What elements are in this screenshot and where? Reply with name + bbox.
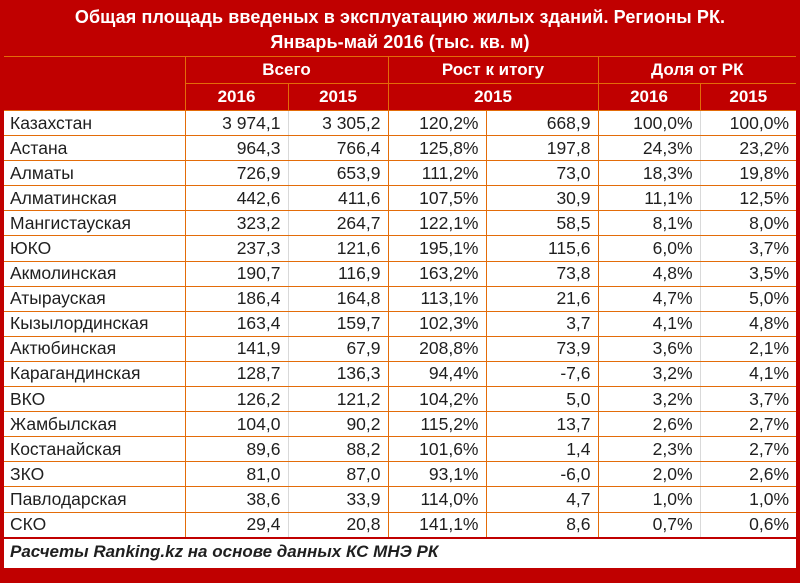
value-cell: 208,8% bbox=[388, 336, 486, 361]
value-cell: 113,1% bbox=[388, 286, 486, 311]
year-header-share-2016: 2016 bbox=[598, 84, 700, 111]
page-title bbox=[4, 4, 796, 56]
value-cell: 111,2% bbox=[388, 161, 486, 186]
region-cell: Алматы bbox=[4, 161, 185, 186]
value-cell: 0,7% bbox=[598, 512, 700, 538]
value-cell: 102,3% bbox=[388, 311, 486, 336]
value-cell: 766,4 bbox=[288, 136, 388, 161]
value-cell: 3,5% bbox=[700, 261, 796, 286]
source-row bbox=[4, 538, 796, 569]
region-cell: Актюбинская bbox=[4, 336, 185, 361]
region-cell: СКО bbox=[4, 512, 185, 538]
group-header-total: Всего bbox=[185, 57, 388, 84]
value-cell: 3,7% bbox=[700, 387, 796, 412]
value-cell: 3,6% bbox=[598, 336, 700, 361]
value-cell: 3,2% bbox=[598, 361, 700, 386]
value-cell: 3,2% bbox=[598, 387, 700, 412]
value-cell: 726,9 bbox=[185, 161, 288, 186]
table-row bbox=[4, 512, 796, 538]
region-cell: Жамбылская bbox=[4, 412, 185, 437]
value-cell: 29,4 bbox=[185, 512, 288, 538]
value-cell: 114,0% bbox=[388, 487, 486, 512]
table-row bbox=[4, 161, 796, 186]
value-cell: 125,8% bbox=[388, 136, 486, 161]
value-cell: 197,8 bbox=[486, 136, 598, 161]
region-cell: Павлодарская bbox=[4, 487, 185, 512]
value-cell: 8,0% bbox=[700, 211, 796, 236]
value-cell: 93,1% bbox=[388, 462, 486, 487]
value-cell: 18,3% bbox=[598, 161, 700, 186]
value-cell: 1,4 bbox=[486, 437, 598, 462]
value-cell: 2,3% bbox=[598, 437, 700, 462]
value-cell: 30,9 bbox=[486, 186, 598, 211]
value-cell: 163,2% bbox=[388, 261, 486, 286]
table-row bbox=[4, 311, 796, 336]
value-cell: 11,1% bbox=[598, 186, 700, 211]
value-cell: 104,2% bbox=[388, 387, 486, 412]
table-row bbox=[4, 111, 796, 136]
table-row bbox=[4, 387, 796, 412]
regions-table bbox=[4, 56, 796, 570]
value-cell: 19,8% bbox=[700, 161, 796, 186]
value-cell: 8,6 bbox=[486, 512, 598, 538]
value-cell: 107,5% bbox=[388, 186, 486, 211]
region-cell: Карагандинская bbox=[4, 361, 185, 386]
value-cell: 264,7 bbox=[288, 211, 388, 236]
table-footer bbox=[4, 538, 796, 569]
value-cell: 4,1% bbox=[598, 311, 700, 336]
value-cell: 2,1% bbox=[700, 336, 796, 361]
value-cell: 73,9 bbox=[486, 336, 598, 361]
value-cell: 2,7% bbox=[700, 437, 796, 462]
region-cell: ЮКО bbox=[4, 236, 185, 261]
source-note: Расчеты Ranking.kz на основе данных КС МНЭ РК bbox=[4, 538, 796, 569]
value-cell: 2,6% bbox=[700, 462, 796, 487]
value-cell: 13,7 bbox=[486, 412, 598, 437]
region-cell: Кызылординская bbox=[4, 311, 185, 336]
value-cell: 2,0% bbox=[598, 462, 700, 487]
value-cell: 116,9 bbox=[288, 261, 388, 286]
year-header-total-2016: 2016 bbox=[185, 84, 288, 111]
value-cell: 1,0% bbox=[700, 487, 796, 512]
table-row bbox=[4, 186, 796, 211]
value-cell: 4,7 bbox=[486, 487, 598, 512]
table-body bbox=[4, 111, 796, 538]
table-row bbox=[4, 236, 796, 261]
value-cell: 121,2 bbox=[288, 387, 388, 412]
value-cell: 3 305,2 bbox=[288, 111, 388, 136]
value-cell: 89,6 bbox=[185, 437, 288, 462]
year-header-growth-2015: 2015 bbox=[388, 84, 598, 111]
table-row bbox=[4, 286, 796, 311]
value-cell: 323,2 bbox=[185, 211, 288, 236]
region-cell: Акмолинская bbox=[4, 261, 185, 286]
value-cell: 21,6 bbox=[486, 286, 598, 311]
year-header-total-2015: 2015 bbox=[288, 84, 388, 111]
value-cell: 94,4% bbox=[388, 361, 486, 386]
value-cell: 0,6% bbox=[700, 512, 796, 538]
table-row bbox=[4, 261, 796, 286]
value-cell: 73,0 bbox=[486, 161, 598, 186]
table-row bbox=[4, 437, 796, 462]
value-cell: 4,1% bbox=[700, 361, 796, 386]
value-cell: 23,2% bbox=[700, 136, 796, 161]
value-cell: 186,4 bbox=[185, 286, 288, 311]
value-cell: 442,6 bbox=[185, 186, 288, 211]
value-cell: 115,6 bbox=[486, 236, 598, 261]
value-cell: 237,3 bbox=[185, 236, 288, 261]
value-cell: 411,6 bbox=[288, 186, 388, 211]
title-line-2: Январь-май 2016 (тыс. кв. м) bbox=[270, 32, 530, 52]
value-cell: 141,9 bbox=[185, 336, 288, 361]
value-cell: 24,3% bbox=[598, 136, 700, 161]
group-header-growth: Рост к итогу bbox=[388, 57, 598, 84]
value-cell: -6,0 bbox=[486, 462, 598, 487]
value-cell: 2,6% bbox=[598, 412, 700, 437]
value-cell: 164,8 bbox=[288, 286, 388, 311]
table-header bbox=[4, 57, 796, 111]
value-cell: 100,0% bbox=[598, 111, 700, 136]
title-line-1: Общая площадь введеных в эксплуатацию жилых зданий. Регионы РК. bbox=[74, 7, 726, 27]
table-row bbox=[4, 462, 796, 487]
region-header-cell bbox=[4, 57, 185, 111]
table-row bbox=[4, 136, 796, 161]
value-cell: 141,1% bbox=[388, 512, 486, 538]
value-cell: 964,3 bbox=[185, 136, 288, 161]
group-header-row bbox=[4, 57, 796, 84]
value-cell: 120,2% bbox=[388, 111, 486, 136]
value-cell: 2,7% bbox=[700, 412, 796, 437]
value-cell: 121,6 bbox=[288, 236, 388, 261]
value-cell: 73,8 bbox=[486, 261, 598, 286]
value-cell: 100,0% bbox=[700, 111, 796, 136]
value-cell: 115,2% bbox=[388, 412, 486, 437]
value-cell: 90,2 bbox=[288, 412, 388, 437]
value-cell: -7,6 bbox=[486, 361, 598, 386]
value-cell: 653,9 bbox=[288, 161, 388, 186]
region-cell: Мангистауская bbox=[4, 211, 185, 236]
value-cell: 5,0 bbox=[486, 387, 598, 412]
value-cell: 3,7 bbox=[486, 311, 598, 336]
region-cell: Костанайская bbox=[4, 437, 185, 462]
region-cell: Алматинская bbox=[4, 186, 185, 211]
table-row bbox=[4, 361, 796, 386]
value-cell: 101,6% bbox=[388, 437, 486, 462]
value-cell: 12,5% bbox=[700, 186, 796, 211]
value-cell: 163,4 bbox=[185, 311, 288, 336]
value-cell: 6,0% bbox=[598, 236, 700, 261]
value-cell: 5,0% bbox=[700, 286, 796, 311]
value-cell: 3,7% bbox=[700, 236, 796, 261]
value-cell: 4,8% bbox=[700, 311, 796, 336]
value-cell: 126,2 bbox=[185, 387, 288, 412]
value-cell: 1,0% bbox=[598, 487, 700, 512]
value-cell: 8,1% bbox=[598, 211, 700, 236]
value-cell: 4,8% bbox=[598, 261, 700, 286]
value-cell: 136,3 bbox=[288, 361, 388, 386]
group-header-share: Доля от РК bbox=[598, 57, 796, 84]
table-row bbox=[4, 336, 796, 361]
value-cell: 195,1% bbox=[388, 236, 486, 261]
value-cell: 104,0 bbox=[185, 412, 288, 437]
value-cell: 81,0 bbox=[185, 462, 288, 487]
value-cell: 58,5 bbox=[486, 211, 598, 236]
year-header-share-2015: 2015 bbox=[700, 84, 796, 111]
region-cell: ЗКО bbox=[4, 462, 185, 487]
value-cell: 38,6 bbox=[185, 487, 288, 512]
value-cell: 4,7% bbox=[598, 286, 700, 311]
value-cell: 122,1% bbox=[388, 211, 486, 236]
region-cell: Атырауская bbox=[4, 286, 185, 311]
value-cell: 33,9 bbox=[288, 487, 388, 512]
value-cell: 3 974,1 bbox=[185, 111, 288, 136]
value-cell: 67,9 bbox=[288, 336, 388, 361]
value-cell: 128,7 bbox=[185, 361, 288, 386]
region-cell: ВКО bbox=[4, 387, 185, 412]
value-cell: 87,0 bbox=[288, 462, 388, 487]
region-cell: Казахстан bbox=[4, 111, 185, 136]
value-cell: 159,7 bbox=[288, 311, 388, 336]
value-cell: 190,7 bbox=[185, 261, 288, 286]
table-row bbox=[4, 487, 796, 512]
value-cell: 668,9 bbox=[486, 111, 598, 136]
table-row bbox=[4, 211, 796, 236]
table-row bbox=[4, 412, 796, 437]
value-cell: 20,8 bbox=[288, 512, 388, 538]
value-cell: 88,2 bbox=[288, 437, 388, 462]
region-cell: Астана bbox=[4, 136, 185, 161]
